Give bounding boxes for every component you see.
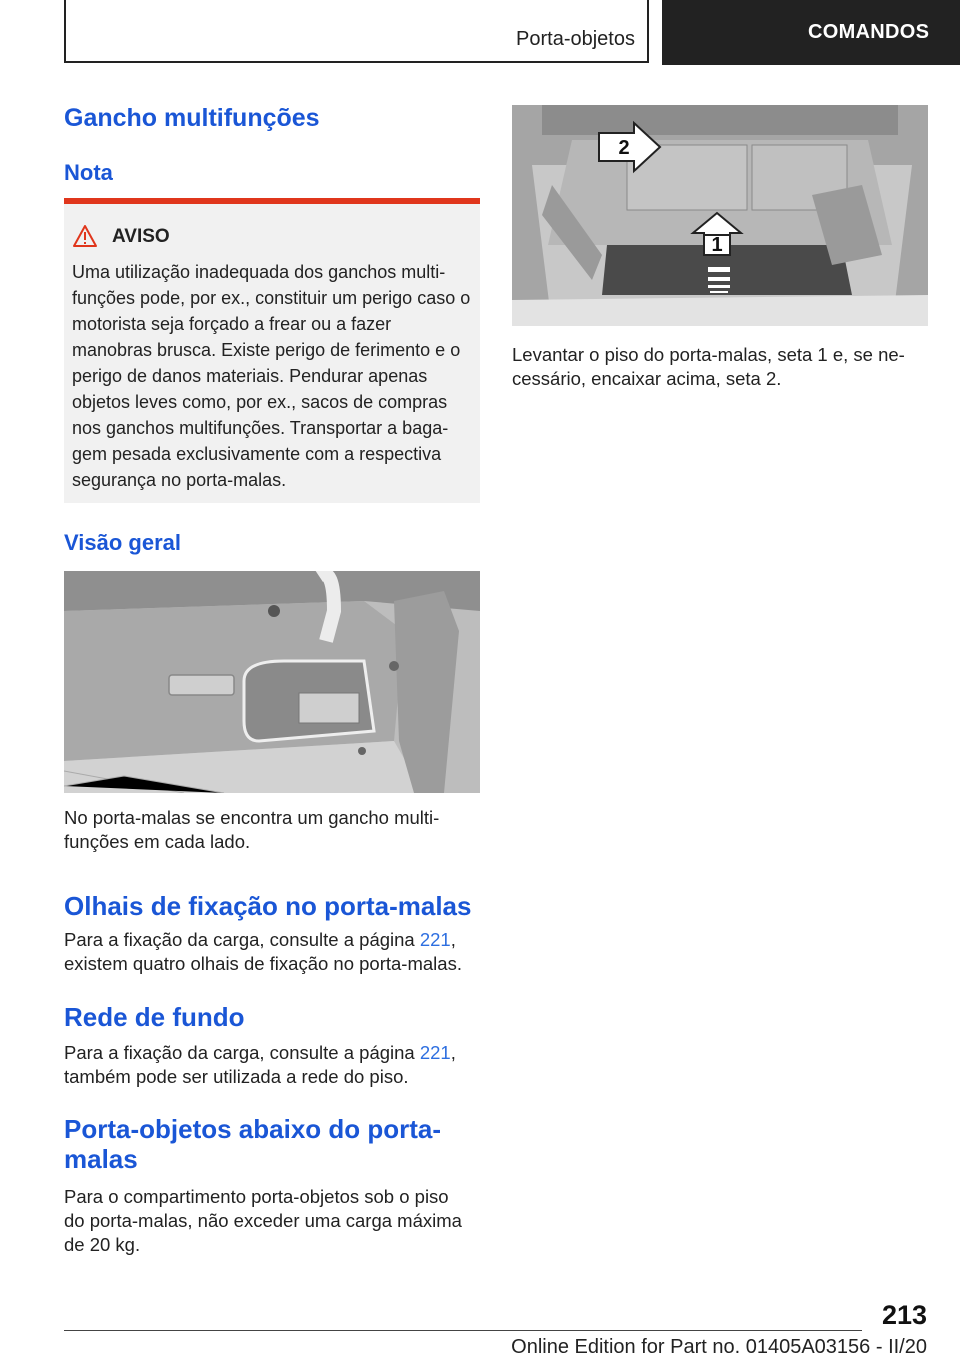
net-text-before: Para a fixação da carga, consulte a página [64, 1042, 420, 1063]
trunk-floor-caption: Levantar o piso do porta-malas, seta 1 e, se ne-cessário, encaixar acima, seta 2. [512, 344, 905, 389]
trunk-side-hook-image [64, 571, 480, 793]
footer-edition: Online Edition for Part no. 01405A03156 - II/20 [511, 1336, 927, 1358]
footer-divider [64, 1330, 862, 1331]
overview-caption: No porta-malas se encontra um gancho multi-funções em cada lado. [64, 807, 440, 852]
eyelets-text-after: , existem quatro olhais de fixação no porta-malas. [64, 929, 462, 974]
net-paragraph [64, 1041, 480, 1089]
section-title-multifunction-hook: Gancho multifunções [64, 104, 320, 132]
storage-paragraph: Para o compartimento porta-objetos sob o piso do porta-malas, não exceder uma carga máxima de 20 kg. [64, 1186, 462, 1255]
section-title-overview: Visão geral [64, 530, 181, 555]
eyelets-text-before: Para a fixação da carga, consulte a página [64, 929, 420, 950]
net-page-link[interactable]: 221 [419, 1042, 451, 1063]
subtitle-note: Nota [64, 160, 113, 185]
warning-triangle-icon [72, 224, 98, 248]
warning-label: AVISO [112, 226, 170, 247]
section-title-eyelets: Olhais de fixação no porta-malas [64, 891, 472, 921]
header-chapter-label: COMANDOS [808, 21, 930, 43]
eyelets-page-link[interactable]: 221 [419, 929, 451, 950]
arrow-1-label: 1 [711, 234, 723, 256]
trunk-floor-image [512, 105, 928, 326]
eyelets-paragraph [64, 928, 480, 976]
arrow-2-label: 2 [618, 137, 630, 159]
page-number: 213 [881, 1300, 927, 1330]
net-text-after: , também pode ser utilizada a rede do piso. [64, 1042, 456, 1087]
header-chapter-tab[interactable] [662, 0, 960, 65]
warning-text: Uma utilização inadequada dos ganchos multi-funções pode, por ex., constituir um perigo caso o motorista seja forçado a frear ou a fazer manobras brusca. Existe perigo de ferimento e o perigo de danos materiais. Pendurar apenas objetos leves como, por ex., sacos de compras nos ganchos multifunções. Transportar a baga-gem pesada exclusivamente com a respectiva segurança no porta-malas. [72, 262, 471, 490]
section-title-under-floor-storage: Porta-objetos abaixo do porta-malas [64, 1114, 442, 1174]
header-section-title: Porta-objetos [516, 28, 635, 50]
section-title-floor-net: Rede de fundo [64, 1002, 245, 1032]
